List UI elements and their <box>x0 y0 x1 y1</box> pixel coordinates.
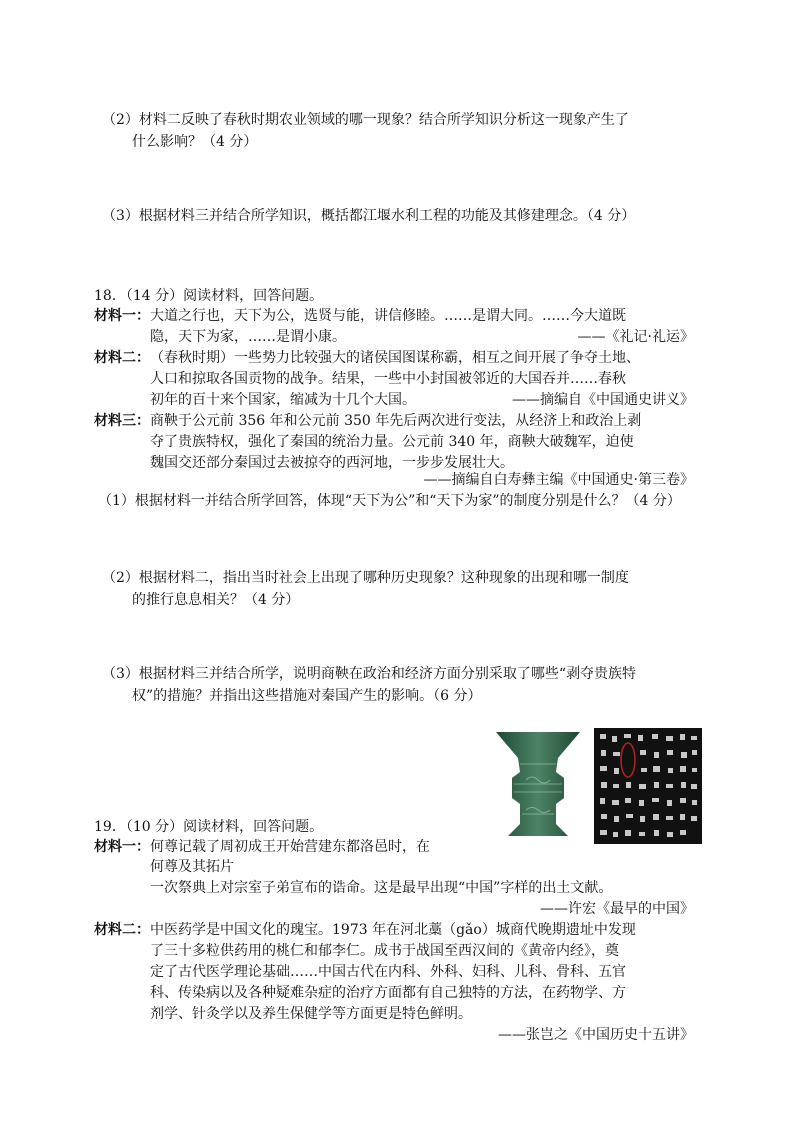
q17-sub3: （3）根据材料三并结合所学知识，概括都江堰水利工程的功能及其修建理念。（4 分） <box>102 208 636 224</box>
q19-m1-source: ——许宏《最早的中国》 <box>540 901 694 917</box>
q18-m3-line1: 商鞅于公元前 356 年和公元前 350 年先后两次进行变法，从经济上和政治上剥 <box>150 413 642 429</box>
q18-m2-line2: 人口和掠取各国贡物的战争。结果，一些中小封国被邻近的大国吞并……春秋 <box>150 371 626 387</box>
q17-sub2-line1: （2）材料二反映了春秋时期农业领域的哪一现象？结合所学知识分析这一现象产生了 <box>102 112 629 128</box>
q18-sub2-line2: 的推行息息相关？（4 分） <box>132 592 300 608</box>
q19-m2-source: ——张岂之《中国历史十五讲》 <box>498 1027 694 1043</box>
q19-m1-line3: 一次祭典上对宗室子弟宣布的诰命。这是最早出现“中国”字样的出土文献。 <box>150 880 613 896</box>
q18-sub2-line1: （2）根据材料二，指出当时社会上出现了哪种历史现象？这种现象的出现和哪一制度 <box>102 570 629 586</box>
q19-m1-line1: 何尊记载了周初成王开始营建东都洛邑时，在 <box>150 839 430 855</box>
q17-sub2-line2: 什么影响？（4 分） <box>132 134 258 150</box>
q18-m3-line3: 魏国交还部分秦国过去被掠夺的西河地，一步步发展壮大。 <box>150 455 514 471</box>
q18-m1-line1: 大道之行也，天下为公，选贤与能，讲信修睦。……是谓大同。……今大道既 <box>150 308 626 324</box>
q19-m2-line5: 剂学、针灸学以及养生保健学等方面更是特色鲜明。 <box>150 1006 472 1022</box>
q18-m3-line2: 夺了贵族特权，强化了秦国的统治力量。公元前 340 年，商鞅大破魏军，迫使 <box>150 434 634 450</box>
q18-m1-label: 材料一： <box>94 308 150 324</box>
he-zun-vessel-image <box>494 728 582 838</box>
q19-m2-line4: 科、传染病以及各种疑难杂症的治疗方面都有自己独特的方法，在药物学、方 <box>150 985 626 1001</box>
q18-m2-label: 材料二： <box>94 350 150 366</box>
q18-header: 18．（14 分）阅读材料，回答问题。 <box>94 288 324 304</box>
q19-m1-label: 材料一： <box>94 839 150 855</box>
q19-image-caption: 何尊及其拓片 <box>150 859 234 875</box>
q18-m1-source: ——《礼记·礼运》 <box>577 329 694 345</box>
q18-m2-line3: 初年的百十来个国家，缩减为十几个大国。 <box>150 392 416 408</box>
q18-m2-source: ——摘编自《中国通史讲义》 <box>512 392 694 408</box>
q19-header: 19．（10 分）阅读材料，回答问题。 <box>94 819 324 835</box>
q18-m1-line2: 隐，天下为家，……是谓小康。 <box>150 329 346 345</box>
q18-m3-source: ——摘编自白寿彝主编《中国通史·第三卷》 <box>423 472 694 488</box>
q18-m3-label: 材料三： <box>94 413 150 429</box>
he-zun-inscription-rubbing <box>594 728 702 844</box>
q19-m2-line2: 了三十多粒供药用的桃仁和郁李仁。成书于战国至西汉间的《黄帝内经》，奠 <box>150 943 619 959</box>
q19-m2-line1: 中医药学是中国文化的瑰宝。1973 年在河北藁（gǎo）城商代晚期遗址中发现 <box>150 922 636 938</box>
q18-sub3-line1: （3）根据材料三并结合所学，说明商鞅在政治和经济方面分别采取了哪些“剥夺贵族特 <box>102 666 637 682</box>
q19-m2-label: 材料二： <box>94 922 150 938</box>
q18-m2-line1: （春秋时期）一些势力比较强大的诸侯国图谋称霸，相互之间开展了争夺土地、 <box>150 350 640 366</box>
q19-m2-line3: 定了古代医学理论基础……中国古代在内科、外科、妇科、儿科、骨科、五官 <box>150 964 626 980</box>
q18-sub3-line2: 权”的措施？并指出这些措施对秦国产生的影响。（6 分） <box>132 688 482 704</box>
q18-sub1: （1）根据材料一并结合所学回答，体现“天下为公”和“天下为家”的制度分别是什么？（4 分） <box>98 493 681 509</box>
